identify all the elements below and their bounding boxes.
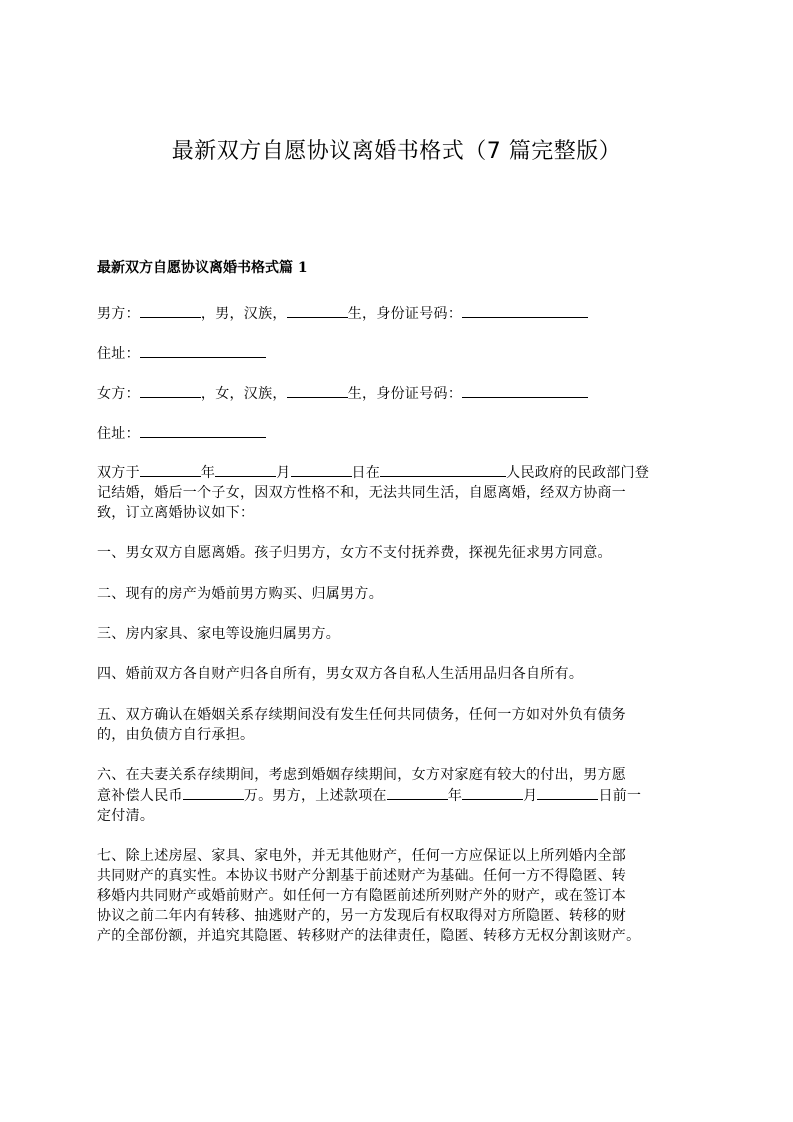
female-born-text: 生，身份证号码： xyxy=(347,386,463,402)
clause-6-text-d: 月 xyxy=(523,788,538,804)
clause-6-text-e: 日前一 xyxy=(598,788,642,804)
male-info-line xyxy=(97,303,588,324)
intro-line-3: 致，订立离婚协议如下： xyxy=(97,505,255,521)
clause-5-line-2: 的，由负债方自行承担。 xyxy=(97,727,255,743)
clause-6-text-b: 万。男方，上述款项在 xyxy=(243,788,387,804)
intro-paragraph xyxy=(97,462,697,523)
female-address-line xyxy=(97,423,266,444)
clause-7-line-3: 移婚内共同财产或婚前财产。如任何一方有隐匿前述所列财产外的财产，或在签订本 xyxy=(97,888,627,904)
intro-part2: 人民政府的民政部门登 xyxy=(506,465,650,481)
marriage-day-blank xyxy=(291,462,352,477)
male-address-blank xyxy=(140,343,266,358)
clause-6-line-3: 定付清。 xyxy=(97,808,155,824)
female-label: 女方： xyxy=(97,386,140,402)
clause-6-text-a: 意补偿人民币 xyxy=(97,788,183,804)
clause-7-line-4: 协议之前二年内有转移、抽逃财产的，另一方发现后有权取得对方所隐匿、转移的财 xyxy=(97,908,627,924)
female-address-label: 住址： xyxy=(97,426,140,442)
clause-5-line-1: 五、双方确认在婚姻关系存续期间没有发生任何共同债务，任何一方如对外负有债务 xyxy=(97,707,627,723)
male-birth-blank xyxy=(287,303,348,318)
payment-day-blank xyxy=(537,785,598,800)
male-address-label: 住址： xyxy=(97,346,140,362)
intro-year: 年 xyxy=(200,465,216,481)
male-label: 男方： xyxy=(97,306,140,322)
female-id-blank xyxy=(462,383,588,398)
marriage-year-blank xyxy=(140,462,201,477)
male-name-blank xyxy=(140,303,201,318)
clause-3: 三、房内家具、家电等设施归属男方。 xyxy=(97,626,341,642)
clause-6-line-1: 六、在夫妻关系存续期间，考虑到婚姻存续期间，女方对家庭有较大的付出，男方愿 xyxy=(97,767,627,783)
male-born-text: 生，身份证号码： xyxy=(347,306,463,322)
clause-6 xyxy=(97,765,697,826)
payment-year-blank xyxy=(387,785,448,800)
clause-4: 四、婚前双方各自财产归各自所有，男女双方各自私人生活用品归各自所有。 xyxy=(97,666,584,682)
female-name-blank xyxy=(140,383,201,398)
clause-1: 一、男女双方自愿离婚。孩子归男方，女方不支付抚养费，探视先征求男方同意。 xyxy=(97,545,612,561)
intro-line-2: 记结婚，婚后一个子女，因双方性格不和，无法共同生活，自愿离婚，经双方协商一 xyxy=(97,485,627,501)
clause-7-line-1: 七、除上述房屋、家具、家电外，并无其他财产，任何一方应保证以上所列婚内全部 xyxy=(97,848,627,864)
male-id-blank xyxy=(462,303,588,318)
clause-7-line-5: 产的全部份额，并追究其隐匿、转移财产的法律责任，隐匿、转移方无权分割该财产。 xyxy=(97,928,641,944)
female-address-blank xyxy=(140,423,266,438)
clause-6-line-2 xyxy=(97,785,697,806)
clause-5 xyxy=(97,705,697,745)
intro-day: 日在 xyxy=(351,465,381,481)
clause-2: 二、现有的房产为婚前男方购买、归属男方。 xyxy=(97,586,383,602)
female-info-line xyxy=(97,383,588,404)
intro-month: 月 xyxy=(276,465,291,481)
payment-month-blank xyxy=(462,785,523,800)
female-birth-blank xyxy=(287,383,348,398)
male-gender-text: ，男，汉族， xyxy=(200,306,287,322)
intro-line-1 xyxy=(97,462,697,483)
clause-6-text-c: 年 xyxy=(447,788,463,804)
marriage-place-blank xyxy=(380,462,506,477)
clause-7-line-2: 共同财产的真实性。本协议书财产分割基于前述财产为基础。任何一方不得隐匿、转 xyxy=(97,868,627,884)
document-title: 最新双方自愿协议离婚书格式（7 篇完整版） xyxy=(171,139,622,164)
clause-7 xyxy=(97,846,697,946)
male-address-line xyxy=(97,343,266,364)
compensation-amount-blank xyxy=(183,785,244,800)
intro-part1: 双方于 xyxy=(97,465,140,481)
female-gender-text: ，女，汉族， xyxy=(200,386,287,402)
section-heading: 最新双方自愿协议离婚书格式篇 1 xyxy=(97,260,308,276)
marriage-month-blank xyxy=(215,462,276,477)
